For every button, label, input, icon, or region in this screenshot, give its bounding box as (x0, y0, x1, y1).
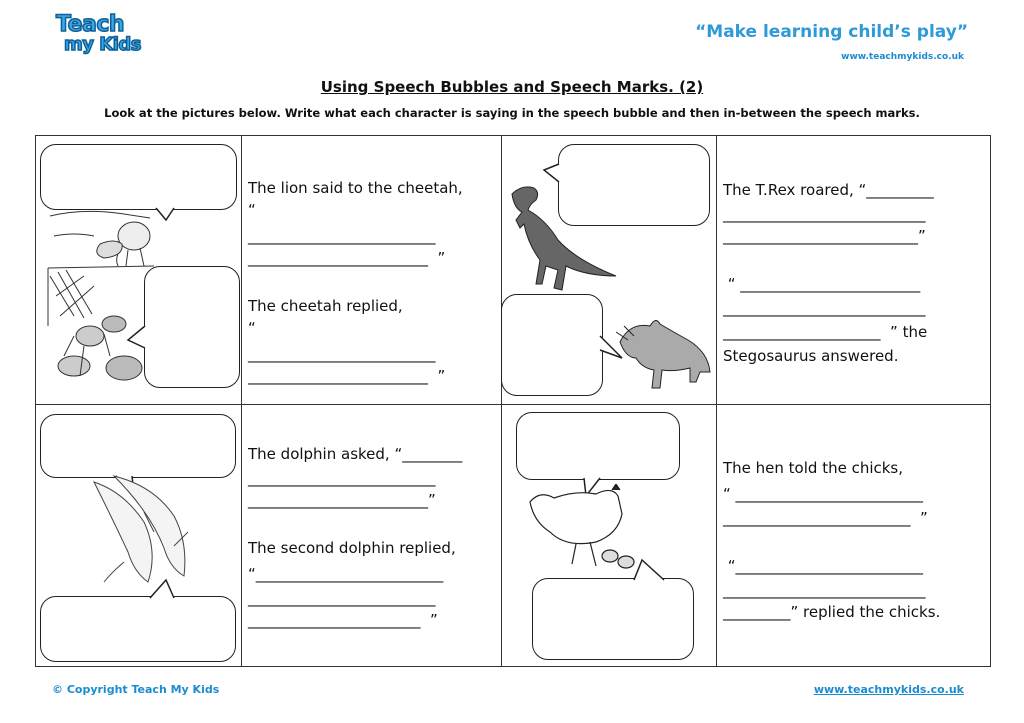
speech-bubble-dolphin-2[interactable] (40, 596, 236, 662)
grid-divider (36, 404, 990, 405)
speech-bubble-dolphin-1[interactable] (40, 414, 236, 478)
speech-bubble-hen[interactable] (516, 412, 680, 480)
tagline: “Make learning child’s play” (695, 22, 968, 42)
dolphins-picture (84, 472, 204, 594)
answer-line[interactable]: _________” replied the chicks. (723, 603, 941, 621)
text-line[interactable]: The dolphin asked, “________ (248, 445, 463, 463)
teach-my-kids-logo (56, 14, 148, 66)
answer-line[interactable]: ________________________ ” (248, 367, 446, 385)
instruction-text: Look at the pictures below. Write what each character is saying in the speech bubble and then in-between the speech marks. (104, 106, 920, 120)
answer-line[interactable]: “_________________________ (248, 565, 444, 583)
text-line: The second dolphin replied, (248, 539, 456, 557)
triceratops-picture (610, 312, 714, 394)
text-line: “ (248, 319, 256, 337)
answer-line[interactable]: “ _________________________ (723, 485, 924, 503)
answer-line[interactable]: “ ________________________ (723, 275, 921, 293)
answer-line[interactable]: ___________________________ (723, 205, 926, 223)
speech-bubble-chicks[interactable] (532, 578, 694, 660)
grid-divider (241, 136, 242, 666)
answer-line[interactable]: _________________________ (248, 345, 436, 363)
text-line[interactable]: The T.Rex roared, “_________ (723, 181, 934, 199)
header-website: www.teachmykids.co.uk (841, 52, 964, 62)
grid-divider (716, 136, 717, 666)
answer-line[interactable]: _________________________ (248, 469, 436, 487)
bubble-tail (156, 208, 196, 228)
logo-line1: Teach (56, 12, 125, 37)
answer-line[interactable]: __________________________” (723, 227, 926, 245)
answer-line[interactable]: ________________________” (248, 491, 436, 509)
bubble-tail (126, 326, 146, 356)
text-line: The hen told the chicks, (723, 459, 904, 477)
text-line: Stegosaurus answered. (723, 347, 899, 365)
text-line: The cheetah replied, (248, 297, 403, 315)
bubble-tail (632, 560, 672, 582)
speech-bubble-cheetah[interactable] (144, 266, 240, 388)
lion-cheetah-picture (44, 206, 156, 388)
hen-chicks-picture (526, 484, 646, 576)
answer-line[interactable]: _______________________ ” (248, 611, 438, 629)
page-title: Using Speech Bubbles and Speech Marks. (2) (320, 78, 704, 96)
answer-line[interactable]: _________________________ (248, 227, 436, 245)
bubble-tail (148, 580, 188, 600)
text-line: The lion said to the cheetah, (248, 179, 463, 197)
answer-line[interactable]: _________________________ ” (723, 509, 928, 527)
answer-line[interactable]: ___________________________ (723, 299, 926, 317)
answer-line[interactable]: _________________________ (248, 589, 436, 607)
grid-divider (501, 136, 502, 666)
speech-bubble-triceratops[interactable] (501, 294, 603, 396)
worksheet-grid (35, 135, 991, 667)
logo-line2: my Kids (64, 34, 141, 55)
copyright-text: © Copyright Teach My Kids (52, 683, 220, 696)
speech-bubble-lion[interactable] (40, 144, 237, 210)
answer-line[interactable]: ___________________________ (723, 581, 926, 599)
answer-line[interactable]: “_________________________ (723, 557, 924, 575)
answer-line[interactable]: _____________________ ” the (723, 323, 928, 341)
answer-line[interactable]: ________________________ ” (248, 249, 446, 267)
footer-website-link[interactable]: www.teachmykids.co.uk (813, 683, 964, 696)
text-line: “ (248, 201, 256, 219)
trex-picture (506, 180, 626, 292)
